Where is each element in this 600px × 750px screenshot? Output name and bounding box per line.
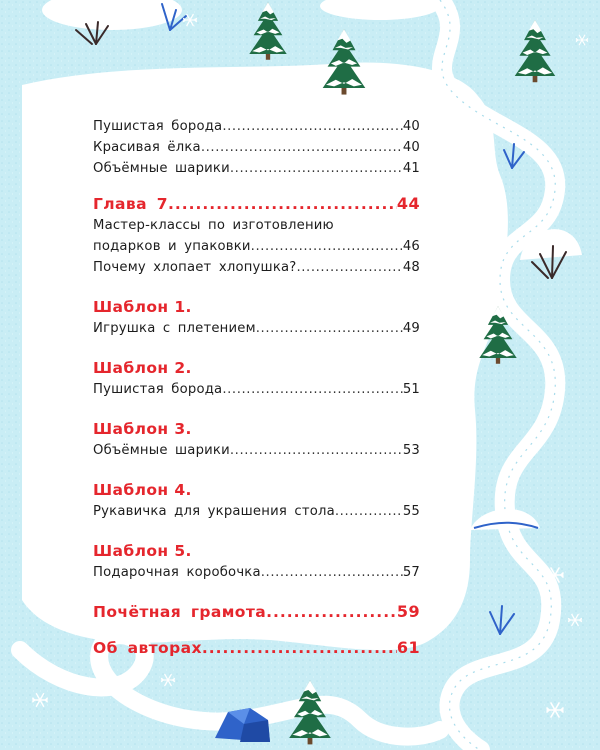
- template-heading: Шаблон 5.: [93, 542, 192, 560]
- dot-leader: [222, 379, 402, 400]
- dot-leader: [296, 257, 402, 278]
- toc-entry-title: Пушистая борода: [93, 382, 223, 397]
- dot-leader: [251, 236, 403, 257]
- dot-leader: [202, 637, 397, 659]
- template-heading: Шаблон 3.: [93, 420, 192, 438]
- toc-entry-title: Подарочная коробочка: [93, 565, 261, 580]
- toc-entry[interactable]: [93, 440, 420, 461]
- toc-entry-page: 48: [402, 260, 420, 275]
- dot-leader: [168, 193, 397, 215]
- toc-entry-page: 49: [402, 321, 420, 336]
- blue-sprig-icon: [504, 144, 524, 168]
- chapter-title: Глава 7: [93, 195, 168, 213]
- dot-leader: [230, 440, 403, 461]
- chapter-page: 61: [396, 638, 420, 657]
- dot-leader: [335, 501, 403, 522]
- table-of-contents: [93, 116, 420, 659]
- toc-entry-page: 55: [402, 504, 420, 519]
- bare-bush-icon: [532, 246, 566, 278]
- dot-leader: [222, 116, 402, 137]
- blue-sprig-icon: [490, 606, 514, 634]
- template-heading: Шаблон 1.: [93, 298, 192, 316]
- toc-entry-page: 40: [402, 119, 420, 134]
- bare-bush-icon: [76, 22, 108, 44]
- fir-tree-icon: [515, 20, 556, 82]
- chapter-title: Почётная грамота: [93, 603, 267, 621]
- toc-entry[interactable]: [93, 257, 420, 278]
- toc-entry[interactable]: [93, 379, 420, 400]
- toc-entry[interactable]: [93, 562, 420, 583]
- toc-authors[interactable]: [93, 637, 420, 659]
- dot-leader: [261, 562, 403, 583]
- toc-entry-title: Красивая ёлка: [93, 140, 201, 155]
- fir-tree-icon: [479, 306, 516, 364]
- toc-entry-title: Пушистая борода: [93, 119, 223, 134]
- snowflake-icon: [547, 568, 563, 582]
- toc-entry-title: Объёмные шарики: [93, 443, 230, 458]
- toc-entry-title: Рукавичка для украшения стола: [93, 504, 335, 519]
- toc-entry[interactable]: [93, 137, 420, 158]
- template-heading: Шаблон 4.: [93, 481, 192, 499]
- toc-entry-title: Почему хлопает хлопушка?: [93, 260, 297, 275]
- snowflake-icon: [569, 614, 582, 625]
- toc-entry-page: 53: [402, 443, 420, 458]
- toc-entry-title: Объёмные шарики: [93, 161, 230, 176]
- snowflake-icon: [576, 35, 587, 45]
- toc-entry[interactable]: [93, 158, 420, 179]
- chapter-page: 44: [396, 194, 420, 213]
- dot-leader: [266, 601, 397, 623]
- toc-entry[interactable]: [93, 318, 420, 339]
- snowflake-icon: [449, 714, 462, 725]
- dot-leader: [230, 158, 403, 179]
- toc-entry-page: 46: [402, 239, 420, 254]
- toc-chapter-7[interactable]: [93, 193, 420, 215]
- toc-entry-page: 57: [402, 565, 420, 580]
- snowflake-icon: [162, 674, 175, 685]
- chapter-title: Об авторах: [93, 639, 202, 657]
- toc-certificate[interactable]: [93, 601, 420, 623]
- toc-entry[interactable]: [93, 116, 420, 137]
- fir-tree-icon: [323, 29, 366, 95]
- dot-leader: [256, 318, 403, 339]
- snow-mound-icon: [470, 509, 540, 530]
- toc-entry[interactable]: [93, 501, 420, 522]
- chapter-page: 59: [396, 602, 420, 621]
- snowflake-icon: [547, 703, 563, 717]
- fir-tree-icon: [249, 2, 286, 60]
- toc-entry-page: 51: [402, 382, 420, 397]
- toc-entry-title: Игрушка с плетением: [93, 321, 256, 336]
- snowflake-icon: [33, 694, 47, 707]
- toc-entry-page: 40: [402, 140, 420, 155]
- blue-crystal-icon: [215, 708, 270, 742]
- toc-entry-page: 41: [402, 161, 420, 176]
- toc-entry-line1: Мастер-классы по изготовлению: [93, 218, 334, 233]
- toc-entry[interactable]: [93, 236, 420, 257]
- blue-sprig-icon: [162, 4, 186, 30]
- fir-tree-icon: [289, 680, 331, 744]
- toc-entry-title: подарков и упаковки: [93, 239, 251, 254]
- template-heading: Шаблон 2.: [93, 359, 192, 377]
- dot-leader: [201, 137, 403, 158]
